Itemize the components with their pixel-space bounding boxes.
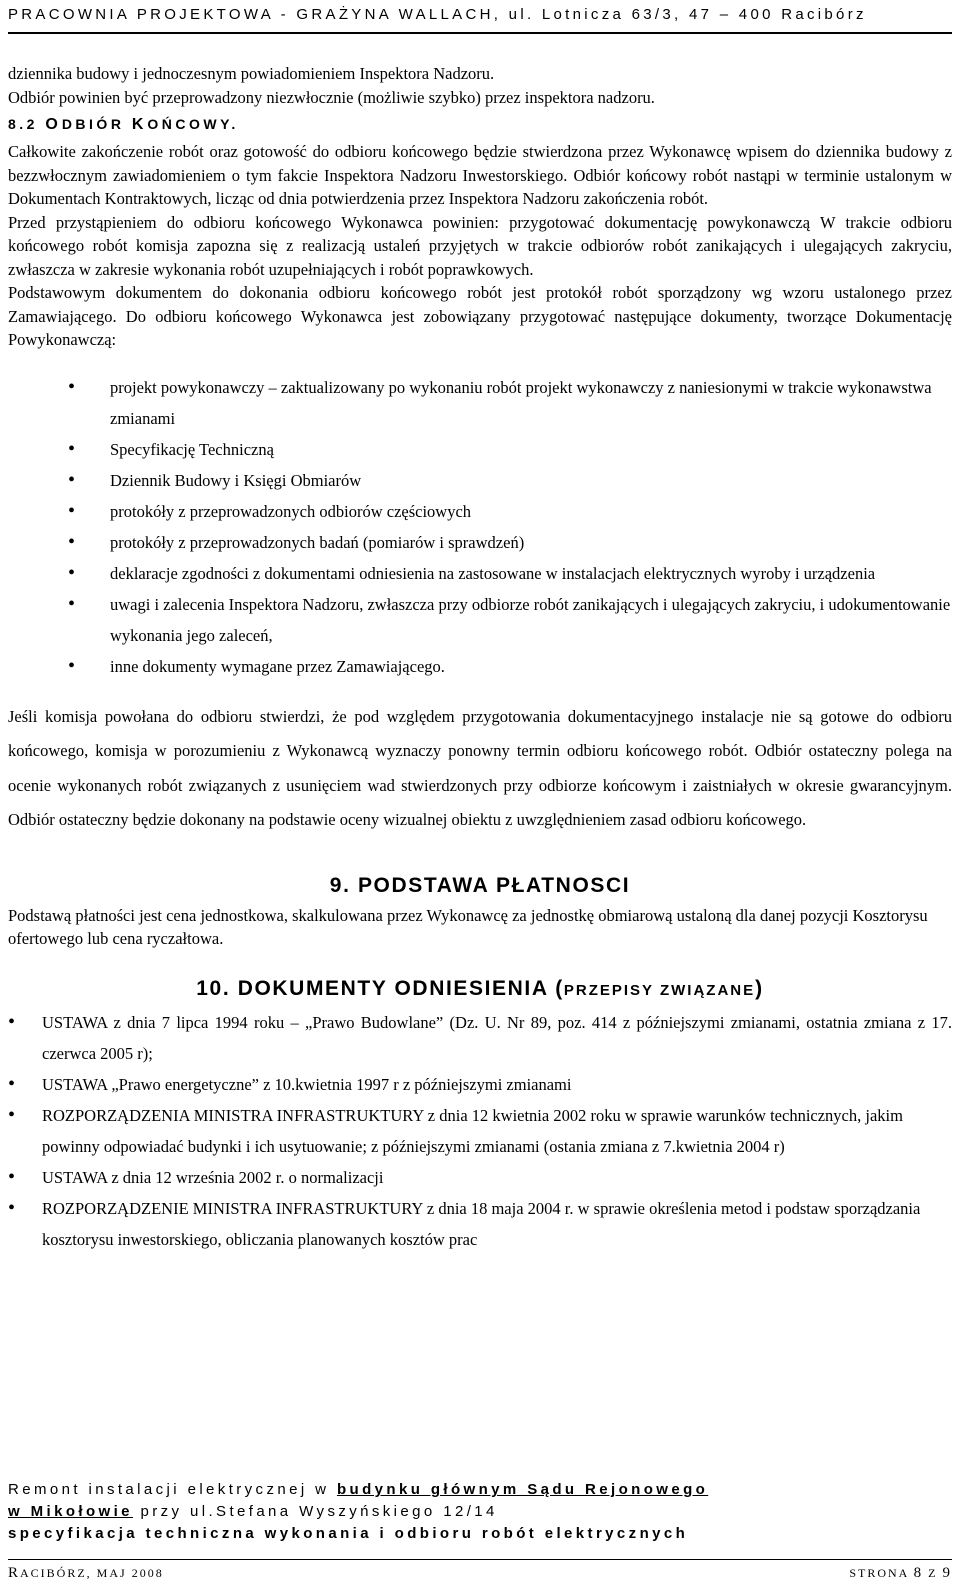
footer-line-2-plain: przy ul.Stefana Wyszyńskiego 12/14: [132, 1503, 498, 1520]
list-item: • uwagi i zalecenia Inspektora Nadzoru, zwłaszcza przy odbiorze robót zanikających i ulegających zakryciu, i udokumentowanie wykonania jego zaleceń,: [68, 589, 952, 651]
page-total: 9: [942, 1565, 952, 1581]
list-item: • ROZPORZĄDZENIA MINISTRA INFRASTRUKTURY z dnia 12 kwietnia 2002 roku w sprawie warunków technicznych, jakim powinny odpowiadać budynki i ich usytuowanie; z późniejszymi zmianami (ostania zmiana z 7.kwietnia 2004 r): [8, 1100, 952, 1162]
list-item: • USTAWA z dnia 7 lipca 1994 roku – „Prawo Budowlane” (Dz. U. Nr 89, poz. 414 z późniejszymi zmianami, ostatnia zmiana z 17. czerwca 2005 r);: [8, 1007, 952, 1069]
footer-line-2-underlined: w Mikołowie: [8, 1503, 133, 1520]
paragraph-final-acceptance: Jeśli komisja powołana do odbioru stwierdzi, że pod względem przygotowania dokumentacyjnego instalacje nie są gotowe do odbioru końcowego, komisja w porozumieniu z Wykonawcą wyznaczy ponowny termin odbioru końcowego robót. Odbiór ostateczny polega na ocenie wykonanych robót związanych z usunięciem wad stwierdzonych przy odbiorze końcowym i zaistniałych w okresie gwarancyjnym. Odbiór ostateczny będzie dokonany na podstawie oceny wizualnej obiektu z uwzględnieniem zasad odbioru końcowego.: [8, 706, 952, 829]
place-initial: R: [8, 1565, 21, 1581]
intro-line-2: Odbiór powinien być przeprowadzony niezwłocznie (możliwie szybko) przez inspektora nadzoru.: [8, 87, 655, 107]
references-list: [8, 1007, 952, 1255]
footer-divider: [8, 1559, 952, 1560]
footer-line-3: specyfikacja techniczna wykonania i odbioru robót elektrycznych: [8, 1525, 689, 1542]
page-header: [8, 6, 952, 34]
list-item: • Specyfikację Techniczną: [68, 434, 952, 465]
section-10-heading: [8, 977, 952, 1001]
documentation-list: [68, 372, 952, 682]
page-number: [849, 1565, 952, 1582]
list-item: • Dziennik Budowy i Księgi Obmiarów: [68, 465, 952, 496]
footer-line-1-underlined: budynku głównym Sądu Rejonowego: [336, 1481, 709, 1498]
section-10-heading-main: 10. DOKUMENTY ODNIESIENIA (: [196, 976, 564, 1000]
list-item: • projekt powykonawczy – zaktualizowany po wykonaniu robót projekt wykonawczy z naniesionymi w trakcie wykonawstwa zmianami: [68, 372, 952, 434]
list-item: • USTAWA z dnia 12 września 2002 r. o normalizacji: [8, 1162, 952, 1193]
paragraph-completion: Całkowite zakończenie robót oraz gotowość do odbioru końcowego będzie stwierdzona przez Wykonawcę wpisem do dziennika budowy z bezzwłocznym zawiadomieniem o tym fakcie Inspektora Nadzoru Inwestorskiego. Odbiór końcowy robót nastąpi w terminie ustalonym w Dokumentach Kontraktowych, licząc od dnia potwierdzenia przez Inspektora Nadzoru zakończenia robót.: [8, 142, 952, 208]
footer-line-1: [8, 1479, 952, 1501]
page-footer: [8, 1479, 952, 1545]
section-number: 8.2: [8, 116, 38, 132]
list-item: • protokóły z przeprowadzonych badań (pomiarów i sprawdzeń): [68, 527, 952, 558]
footer-line-1-plain: Remont instalacji elektrycznej w: [8, 1481, 337, 1498]
place-rest: ACIBÓRZ, MAJ 2008: [20, 1566, 164, 1580]
page-label: STRONA: [849, 1566, 909, 1580]
heading-rest-1: DBIÓR: [61, 116, 125, 132]
document-body: [8, 62, 952, 1255]
section-10-heading-small: PRZEPISY ZWIĄZANE: [563, 981, 756, 999]
section-8-2-heading: [8, 116, 952, 134]
heading-cap-1: O: [45, 116, 62, 133]
heading-cap-2: K: [131, 116, 148, 133]
list-item: • inne dokumenty wymagane przez Zamawiającego.: [68, 651, 952, 682]
heading-rest-2: OŃCOWY.: [147, 116, 239, 132]
page-of: Z: [928, 1566, 938, 1580]
footer-line-2: [8, 1501, 952, 1523]
intro-line-1: dziennika budowy i jednoczesnym powiadomieniem Inspektora Nadzoru.: [8, 64, 495, 83]
paragraph-basic-document: Podstawowym dokumentem do dokonania odbioru końcowego robót jest protokół robót sporządzony wg wzoru ustalonego przez Zamawiającego. Do odbioru końcowego Wykonawca jest zobowiązany przygotować następujące dokumenty, tworzące Dokumentację Powykonawczą:: [8, 283, 952, 349]
list-item: • ROZPORZĄDZENIE MINISTRA INFRASTRUKTURY z dnia 18 maja 2004 r. w sprawie określenia metod i podstaw sporządzania kosztorysu inwestorskiego, obliczania planowanych kosztów prac: [8, 1193, 952, 1255]
place-date: [8, 1565, 164, 1582]
section-10-heading-close: ): [755, 976, 764, 1000]
paragraph-before-acceptance: Przed przystąpieniem do odbioru końcowego Wykonawca powinien: przygotować dokumentację powykonawczą W trakcie odbioru końcowego robót komisja zapozna się z realizacją ustaleń przyjętych w trakcie odbiorów robót zanikających i ulegających zakryciu, zwłaszcza w zakresie wykonania robót uzupełniających i robót poprawkowych.: [8, 212, 952, 279]
list-item: • USTAWA „Prawo energetyczne” z 10.kwietnia 1997 r z późniejszymi zmianami: [8, 1069, 952, 1100]
section-9-heading: 9. PODSTAWA PŁATNOSCI: [329, 873, 631, 897]
header-title: PRACOWNIA PROJEKTOWA - GRAŻYNA WALLACH, ul. Lotnicza 63/3, 47 – 400 Racibórz: [8, 6, 867, 23]
paragraph-payment: Podstawą płatności jest cena jednostkowa, skalkulowana przez Wykonawcę za jednostkę obmiarową ustaloną dla danej pozycji Kosztorysu ofertowego lub cena ryczałtowa.: [8, 905, 928, 948]
page-current: 8: [913, 1565, 924, 1581]
list-item: • protokóły z przeprowadzonych odbiorów częściowych: [68, 496, 952, 527]
list-item: • deklaracje zgodności z dokumentami odniesienia na zastosowane w instalacjach elektrycznych wyroby i urządzenia: [68, 558, 952, 589]
